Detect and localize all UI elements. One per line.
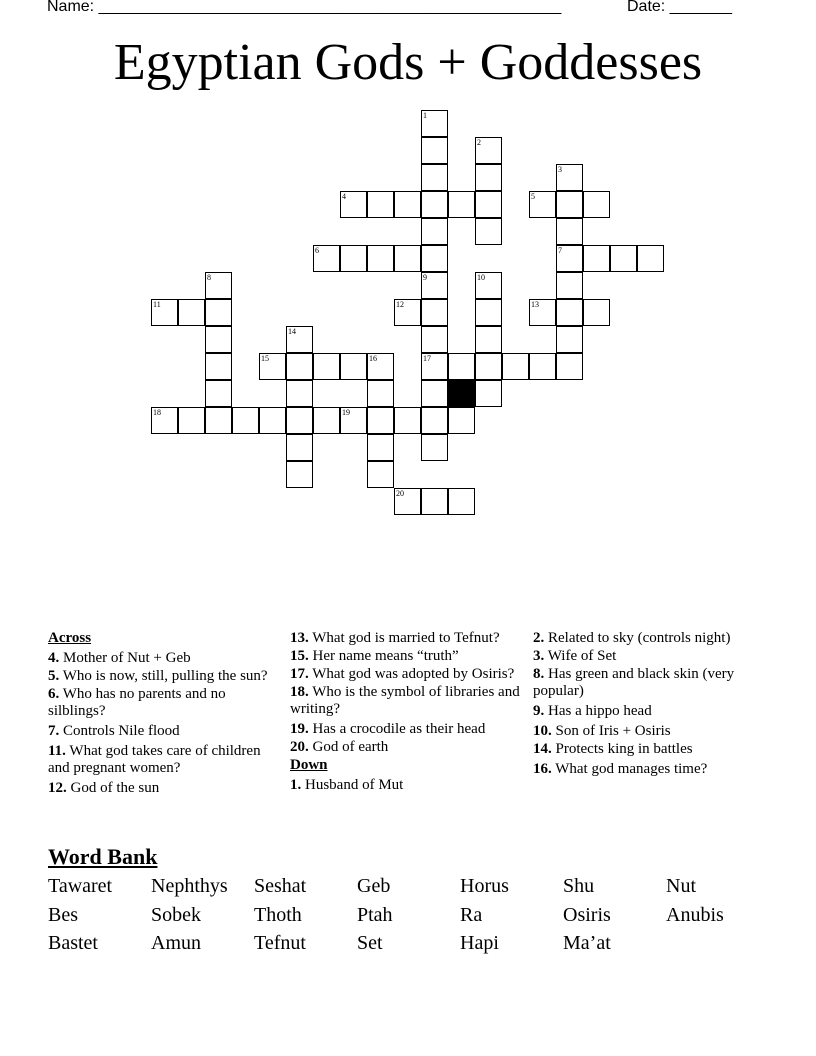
grid-cell[interactable] [259, 407, 286, 434]
grid-cell[interactable] [421, 380, 448, 407]
grid-cell[interactable] [232, 407, 259, 434]
grid-cell[interactable] [475, 191, 502, 218]
grid-cell[interactable] [556, 245, 583, 272]
clue-across-18: 18. Who is the symbol of libraries and writing? [290, 684, 520, 717]
grid-cell[interactable] [394, 245, 421, 272]
clue-number: 15 [261, 354, 269, 363]
word-bank-item: Set [357, 932, 383, 954]
clues-column-3 [533, 630, 769, 779]
grid-cell[interactable] [151, 299, 178, 326]
grid-cell[interactable] [367, 461, 394, 488]
grid-cell[interactable] [340, 407, 367, 434]
grid-cell[interactable] [529, 299, 556, 326]
clue-number: 9 [423, 273, 427, 282]
grid-cell[interactable] [637, 245, 664, 272]
grid-cell[interactable] [556, 218, 583, 245]
grid-cell[interactable] [178, 407, 205, 434]
clue-number: 2 [477, 138, 481, 147]
clue-number: 19 [342, 408, 350, 417]
grid-cell[interactable] [367, 380, 394, 407]
grid-cell[interactable] [556, 299, 583, 326]
grid-cell[interactable] [205, 272, 232, 299]
grid-cell[interactable] [556, 326, 583, 353]
grid-cell[interactable] [205, 353, 232, 380]
grid-cell[interactable] [340, 353, 367, 380]
grid-cell[interactable] [610, 245, 637, 272]
grid-cell[interactable] [286, 353, 313, 380]
word-bank-item: Sobek [151, 903, 201, 926]
grid-cell[interactable] [394, 488, 421, 515]
date-field[interactable]: Date: _______ [627, 0, 732, 15]
grid-cell[interactable] [475, 380, 502, 407]
grid-cell[interactable] [205, 380, 232, 407]
word-bank-item: Ptah [357, 903, 393, 926]
grid-cell[interactable] [448, 191, 475, 218]
grid-cell[interactable] [421, 299, 448, 326]
grid-cell[interactable] [340, 191, 367, 218]
grid-cell[interactable] [502, 353, 529, 380]
grid-cell[interactable] [367, 353, 394, 380]
clue-across-7: 7. Controls Nile flood [48, 723, 180, 739]
word-bank-item: Thoth [254, 903, 302, 926]
clue-down-14: 14. Protects king in battles [533, 741, 693, 757]
grid-cell[interactable] [286, 461, 313, 488]
across-heading: Across [48, 630, 92, 646]
grid-cell[interactable] [394, 299, 421, 326]
grid-cell[interactable] [394, 407, 421, 434]
word-bank-item: Shu [563, 875, 595, 897]
grid-cell[interactable] [367, 191, 394, 218]
grid-cell[interactable] [421, 191, 448, 218]
word-bank-item: Tefnut [254, 932, 306, 954]
clue-across-5: 5. Who is now, still, pulling the sun? [48, 668, 268, 684]
grid-cell[interactable] [448, 353, 475, 380]
word-bank-item: Nut [666, 875, 696, 897]
clue-number: 8 [207, 273, 211, 282]
clue-down-8: 8. Has green and black skin (very popular) [533, 666, 735, 699]
grid-cell[interactable] [367, 434, 394, 461]
clue-number: 14 [288, 327, 296, 336]
grid-cell[interactable] [556, 272, 583, 299]
word-bank-item: Ma’at [563, 932, 611, 954]
grid-cell[interactable] [313, 407, 340, 434]
word-bank-item: Horus [460, 875, 509, 897]
grid-cell[interactable] [475, 164, 502, 191]
clue-number: 5 [531, 192, 535, 201]
word-bank-item: Tawaret [48, 875, 113, 897]
clue-across-6: 6. Who has no parents and no silblings? [48, 686, 226, 719]
clue-down-16: 16. What god manages time? [533, 761, 708, 777]
word-bank-item: Geb [357, 875, 391, 897]
grid-cell[interactable] [583, 191, 610, 218]
clue-number: 7 [558, 246, 562, 255]
clue-down-1: 1. Husband of Mut [290, 777, 404, 793]
clue-number: 17 [423, 354, 431, 363]
grid-cell[interactable] [448, 488, 475, 515]
clue-across-4: 4. Mother of Nut + Geb [48, 650, 191, 666]
clue-number: 13 [531, 300, 539, 309]
word-bank-item: Ra [460, 903, 483, 926]
grid-cell[interactable] [340, 245, 367, 272]
clue-down-2: 2. Related to sky (controls night) [533, 630, 731, 646]
grid-cell[interactable] [556, 164, 583, 191]
grid-cell[interactable] [205, 326, 232, 353]
clue-number: 16 [369, 354, 377, 363]
clue-down-10: 10. Son of Iris + Osiris [533, 723, 671, 739]
clue-number: 20 [396, 489, 404, 498]
grid-cell[interactable] [313, 245, 340, 272]
clues-column-1 [48, 630, 284, 798]
grid-block [448, 380, 475, 407]
grid-cell[interactable] [421, 407, 448, 434]
grid-cell[interactable] [286, 407, 313, 434]
page-title: Egyptian Gods + Goddesses [113, 34, 703, 91]
grid-cell[interactable] [421, 137, 448, 164]
word-bank-item: Amun [151, 932, 201, 954]
clue-number: 1 [423, 111, 427, 120]
grid-cell[interactable] [448, 407, 475, 434]
word-bank-item: Bastet [48, 932, 98, 954]
down-heading: Down [290, 757, 328, 773]
clue-across-12: 12. God of the sun [48, 780, 160, 796]
name-field[interactable]: Name: ____________________________________________________ [47, 0, 562, 15]
clue-across-15: 15. Her name means “truth” [290, 648, 459, 664]
word-bank-item: Bes [48, 903, 78, 926]
clue-down-3: 3. Wife of Set [533, 648, 617, 664]
clue-number: 3 [558, 165, 562, 174]
grid-cell[interactable] [475, 137, 502, 164]
grid-cell[interactable] [529, 353, 556, 380]
grid-cell[interactable] [421, 245, 448, 272]
grid-cell[interactable] [421, 218, 448, 245]
grid-cell[interactable] [286, 380, 313, 407]
grid-cell[interactable] [205, 299, 232, 326]
clue-number: 10 [477, 273, 485, 282]
clue-across-19: 19. Has a crocodile as their head [290, 721, 486, 737]
grid-cell[interactable] [313, 353, 340, 380]
clue-across-13: 13. What god is married to Tefnut? [290, 630, 500, 646]
grid-cell[interactable] [205, 407, 232, 434]
grid-cell[interactable] [421, 110, 448, 137]
grid-cell[interactable] [475, 272, 502, 299]
grid-cell[interactable] [475, 299, 502, 326]
clue-number: 4 [342, 192, 346, 201]
grid-cell[interactable] [421, 488, 448, 515]
grid-cell[interactable] [151, 407, 178, 434]
clue-number: 6 [315, 246, 319, 255]
grid-cell[interactable] [286, 326, 313, 353]
grid-cell[interactable] [475, 353, 502, 380]
clues-column-2 [290, 630, 526, 795]
grid-cell[interactable] [421, 434, 448, 461]
clue-number: 18 [153, 408, 161, 417]
grid-cell[interactable] [421, 353, 448, 380]
clue-number: 12 [396, 300, 404, 309]
grid-cell[interactable] [556, 353, 583, 380]
grid-cell[interactable] [259, 353, 286, 380]
grid-cell[interactable] [556, 191, 583, 218]
grid-cell[interactable] [421, 326, 448, 353]
word-bank-item: Seshat [254, 875, 307, 897]
grid-cell[interactable] [529, 191, 556, 218]
word-bank-item: Hapi [460, 932, 499, 954]
clue-across-11: 11. What god takes care of children and pregnant women? [48, 743, 261, 776]
grid-cell[interactable] [583, 299, 610, 326]
clue-across-20: 20. God of earth [290, 739, 389, 755]
grid-cell[interactable] [421, 164, 448, 191]
clue-number: 11 [153, 300, 161, 309]
grid-cell[interactable] [475, 326, 502, 353]
word-bank-item: Anubis [666, 903, 724, 926]
grid-cell[interactable] [583, 245, 610, 272]
grid-cell[interactable] [367, 245, 394, 272]
word-bank-item: Nephthys [151, 875, 228, 897]
word-bank-item: Osiris [563, 903, 611, 926]
word-bank-title: Word Bank [48, 844, 158, 869]
grid-cell[interactable] [178, 299, 205, 326]
grid-cell[interactable] [394, 191, 421, 218]
grid-cell[interactable] [475, 218, 502, 245]
clue-across-17: 17. What god was adopted by Osiris? [290, 666, 515, 682]
clue-down-9: 9. Has a hippo head [533, 703, 652, 719]
grid-cell[interactable] [421, 272, 448, 299]
grid-cell[interactable] [286, 434, 313, 461]
grid-cell[interactable] [367, 407, 394, 434]
